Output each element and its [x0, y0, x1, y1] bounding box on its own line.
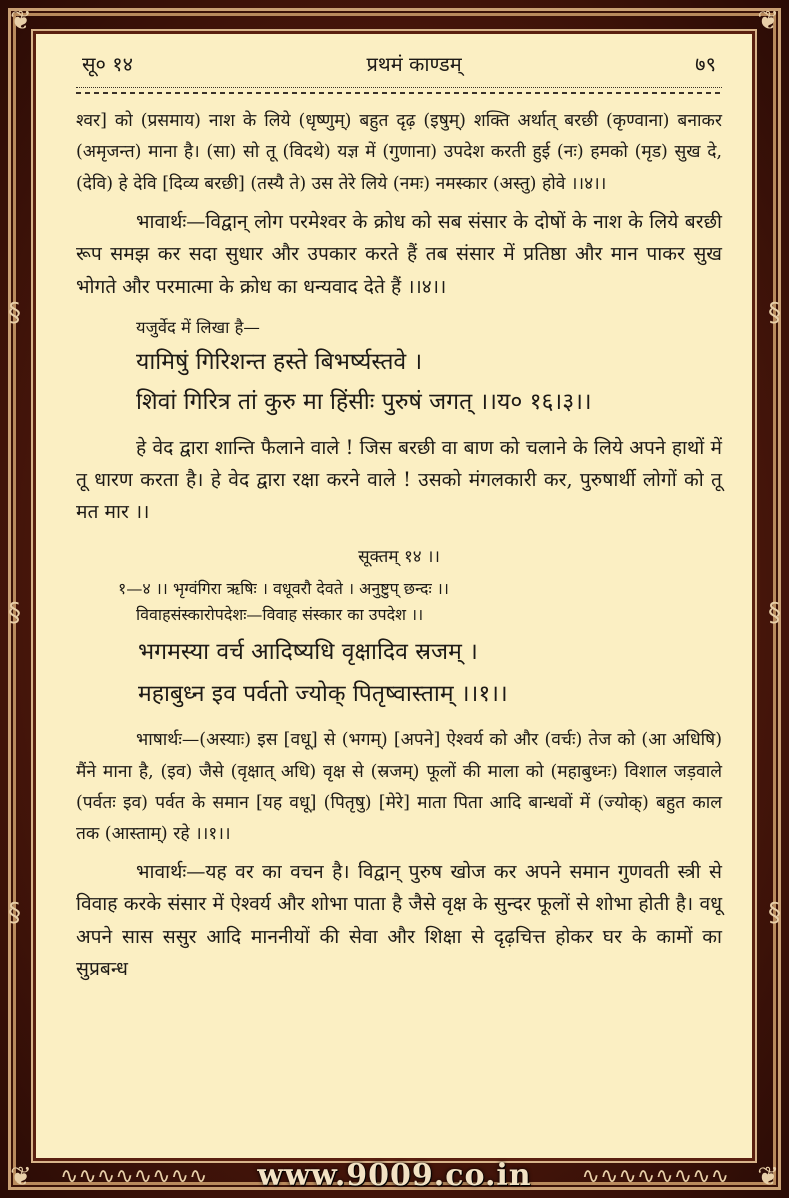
page-header	[76, 50, 722, 77]
footer-ornament-icon: ∿∿∿∿∿∿∿∿	[581, 1164, 729, 1189]
side-ornament-icon: §	[8, 598, 21, 628]
page-number: ७९	[695, 52, 716, 76]
corner-ornament-icon: ❦	[757, 6, 779, 36]
mantra-line: यामिषुं गिरिशन्त हस्ते बिभर्ष्यस्तवे ।	[136, 348, 423, 375]
side-ornament-icon: §	[8, 898, 21, 928]
subject-line: विवाहसंस्कारोपदेशः—विवाह संस्कार का उपदेश ।।	[136, 605, 424, 625]
mantra-line: महाबुध्न इव पर्वतो ज्योक् पितृष्वास्ताम् ।।१।।	[138, 681, 508, 708]
book-page	[36, 34, 752, 1158]
yajurveda-intro: यजुर्वेद में लिखा है—	[136, 317, 260, 337]
header-divider	[76, 87, 722, 98]
sukta-number: सू० १४	[82, 52, 134, 76]
mantra-line: भगमस्या वर्च आदिष्यधि वृक्षादिव स्रजम् ।	[138, 639, 478, 666]
corner-ornament-icon: ❦	[757, 1162, 779, 1192]
side-ornament-icon: §	[768, 298, 781, 328]
mantra-translation: हे वेद द्वारा शान्ति फैलाने वाले ! जिस बरछी वा बाण को चलाने के लिये अपने हाथों में तू धारण करता है। हे वेद द्वारा रक्षा करने वाले ! उसको मंगलकारी कर, पुरुषार्थी लोगों को तू मत मार ।।	[76, 435, 722, 524]
corner-ornament-icon: ❦	[10, 1162, 32, 1192]
side-ornament-icon: §	[768, 898, 781, 928]
corner-ornament-icon: ❦	[10, 6, 32, 36]
side-ornament-icon: §	[8, 298, 21, 328]
word-meaning-paragraph: श्वर] को (प्रसमाय) नाश के लिये (धृष्णुम्) बहुत दृढ़ (इषुम्) शक्ति अर्थात् बरछी (कृण्वाना) बनाकर (अमृजन्त) माना है। (सा) सो तू (विदथे) यज्ञ में (गुणाना) उपदेश करती हुई (नः) हमको (मृड) सुख दे, (देवि) हे देवि [दिव्य बरछी] (तस्यै ते) उस तेरे लिये (नमः) नमस्कार (अस्तु) होवे ।।४।।	[76, 111, 722, 194]
bhashartha-paragraph: भाषार्थः—(अस्याः) इस [वधू] से (भगम्) [अपने] ऐश्वर्य को और (वर्चः) तेज को (आ अधिषि) मैंने माना है, (इव) जैसे (वृक्षात् अधि) वृक्ष से (स्रजम्) फूलों की माला को (महाबुध्नः) विशाल जड़वाले (पर्वतः इव) पर्वत के समान [यह वधू] (पितृषु) [मेरे] माता पिता आदि बान्धवों में (ज्योक्) बहुत काल तक (आस्ताम्) रहे ।।१।।	[76, 730, 722, 845]
website-watermark: www.9009.co.in	[257, 1158, 532, 1193]
footer-ornament-icon: ∿∿∿∿∿∿∿∿	[60, 1164, 208, 1189]
mantra-line: शिवां गिरित्र तां कुरु मा हिंसीः पुरुषं जगत् ।।य० १६।३।।	[136, 388, 592, 415]
rishi-devata-line: १—४ ।। भृग्वंगिरा ऋषिः । वधूवरौ देवते । अनुष्टुप् छन्दः ।।	[118, 579, 449, 599]
bhavartha-paragraph: भावार्थः—विद्वान् लोग परमेश्वर के क्रोध को सब संसार के दोषों के नाश के लिये बरछी रूप समझ कर सदा सुधार और उपकार करते हैं तब संसार में प्रतिष्ठा और मान पाकर सुख भोगते और परमात्मा के क्रोध का धन्यवाद देते हैं ।।४।।	[76, 210, 722, 298]
side-ornament-icon: §	[768, 598, 781, 628]
sukta-title: सूक्तम् १४ ।।	[358, 547, 440, 568]
bhavartha-paragraph: भावार्थः—यह वर का वचन है। विद्वान् पुरुष खोज कर अपने समान गुणवती स्त्री से विवाह करके संसार में ऐश्वर्य और शोभा पाता है जैसे वृक्ष के सुन्दर फूलों से शोभा होती है। वधू अपने सास ससुर आदि माननीयों की सेवा और शिक्षा से दृढ़चित्त होकर घर के कामों का सुप्रबन्ध	[76, 860, 722, 980]
kanda-title: प्रथमं काण्डम्	[366, 52, 462, 76]
